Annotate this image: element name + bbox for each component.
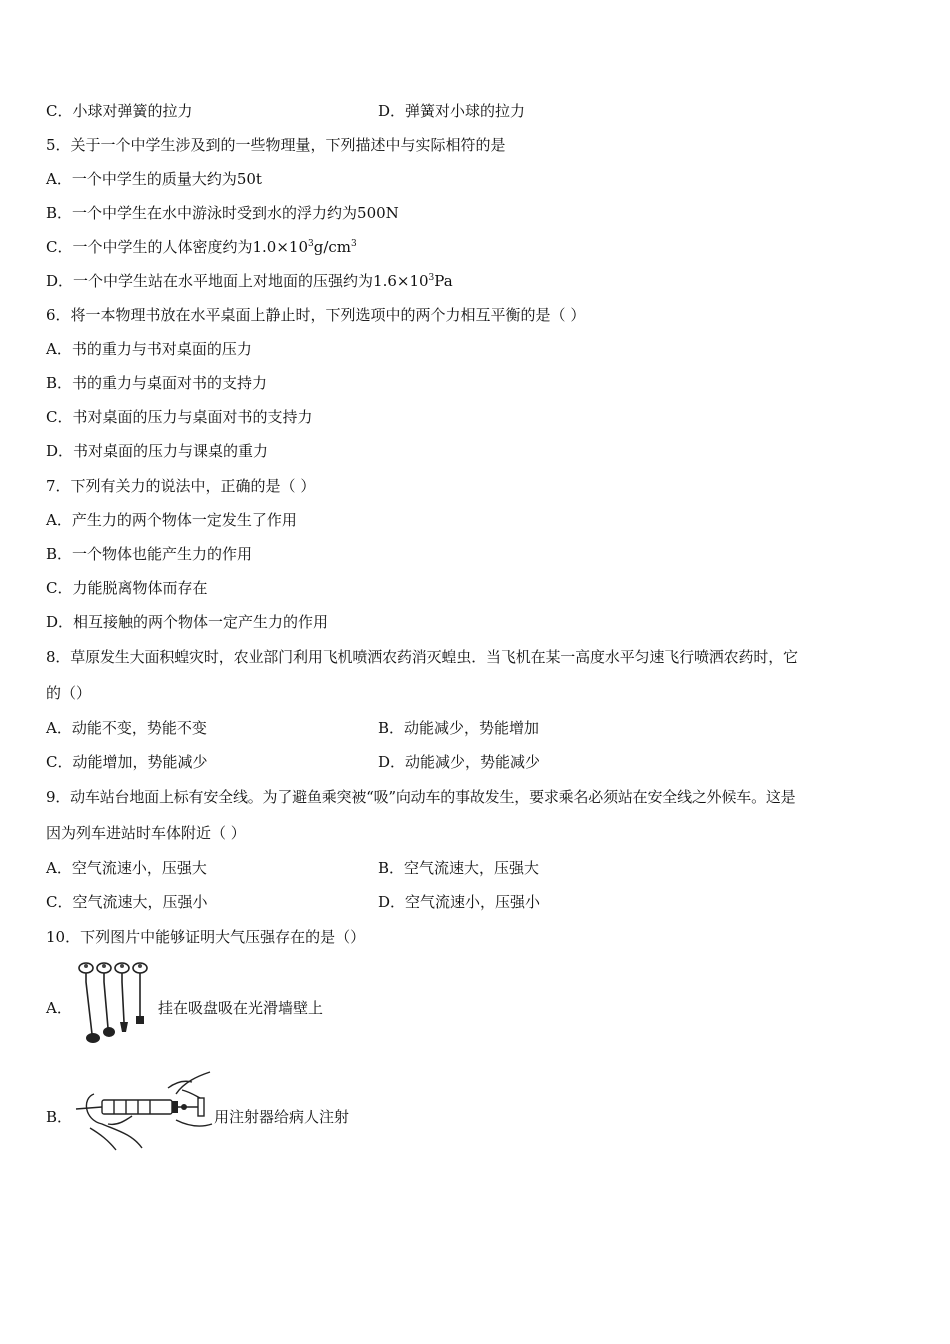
q5-d-text: D．一个中学生站在水平地面上对地面的压强约为1.6×10	[46, 272, 429, 290]
q5-stem: 5．关于一个中学生涉及到的一些物理量，下列描述中与实际相符的是	[46, 136, 506, 154]
q6-option-d: D．书对桌面的压力与课桌的重力	[46, 442, 269, 460]
q9-option-d: D．空气流速小，压强小	[378, 893, 541, 911]
q7-option-c: C．力能脱离物体而存在	[46, 579, 208, 597]
q7-option-a: A．产生力的两个物体一定发生了作用	[46, 511, 297, 529]
q8-option-d: D．动能减少，势能减少	[378, 753, 541, 771]
q8-option-c: C．动能增加，势能减少	[46, 753, 208, 771]
q4-option-c: C．小球对弹簧的拉力	[46, 102, 193, 120]
q4-option-d: D．弹簧对小球的拉力	[378, 102, 526, 120]
q6-option-a: A．书的重力与书对桌面的压力	[46, 340, 252, 358]
q9-option-c: C．空气流速大，压强小	[46, 893, 208, 911]
q9-option-b: B．空气流速大，压强大	[378, 859, 540, 877]
q7-option-b: B．一个物体也能产生力的作用	[46, 545, 253, 563]
q5-c-exponent: 3	[308, 239, 314, 249]
q10-stem: 10．下列图片中能够证明大气压强存在的是（）	[46, 928, 366, 946]
q7-stem: 7．下列有关力的说法中，正确的是（ ）	[46, 477, 316, 495]
q5-c-unit-exponent: 3	[351, 239, 357, 249]
q5-c-text: C．一个中学生的人体密度约为1.0×10	[46, 238, 308, 256]
q6-stem: 6．将一本物理书放在水平桌面上静止时，下列选项中的两个力相互平衡的是（ ）	[46, 306, 586, 324]
q8-option-a: A．动能不变，势能不变	[46, 719, 207, 737]
q10-option-a-text: 挂在吸盘吸在光滑墙壁上	[158, 999, 324, 1017]
q5-option-b: B．一个中学生在水中游泳时受到水的浮力约为500N	[46, 204, 399, 222]
q9-stem-line1: 9．动车站台地面上标有安全线。为了避鱼乘突被“吸”向动车的事故发生，要求乘名必须站在安全线之外候车。这是	[46, 788, 796, 806]
q9-option-a: A．空气流速小，压强大	[46, 859, 207, 877]
q5-option-d	[46, 271, 453, 291]
q5-c-unit: g/cm	[313, 238, 352, 256]
syringe-injection-figure	[72, 1068, 214, 1154]
q5-d-unit: Pa	[434, 272, 453, 290]
q6-option-b: B．书的重力与桌面对书的支持力	[46, 374, 268, 392]
suction-cup-hooks-figure	[74, 960, 156, 1046]
q10-option-b-text: 用注射器给病人注射	[214, 1108, 350, 1126]
q9-stem-line2: 因为列车进站时车体附近（ ）	[46, 824, 246, 842]
q6-option-c: C．书对桌面的压力与桌面对书的支持力	[46, 408, 313, 426]
q5-option-a: A．一个中学生的质量大约为50t	[46, 170, 262, 188]
q5-d-exponent: 3	[428, 273, 435, 283]
q7-option-d: D．相互接触的两个物体一定产生力的作用	[46, 613, 329, 631]
q5-option-c	[46, 237, 357, 257]
q8-option-b: B．动能减少，势能增加	[378, 719, 540, 737]
q10-option-a-label: A．	[46, 999, 72, 1017]
q8-stem-line1: 8．草原发生大面积蝗灾时，农业部门利用飞机喷洒农药消灭蝗虫．当飞机在某一高度水平匀速飞行喷洒农药时，它	[46, 648, 798, 666]
q10-option-b-label: B．	[46, 1108, 73, 1126]
q8-stem-line2: 的（）	[46, 684, 92, 702]
